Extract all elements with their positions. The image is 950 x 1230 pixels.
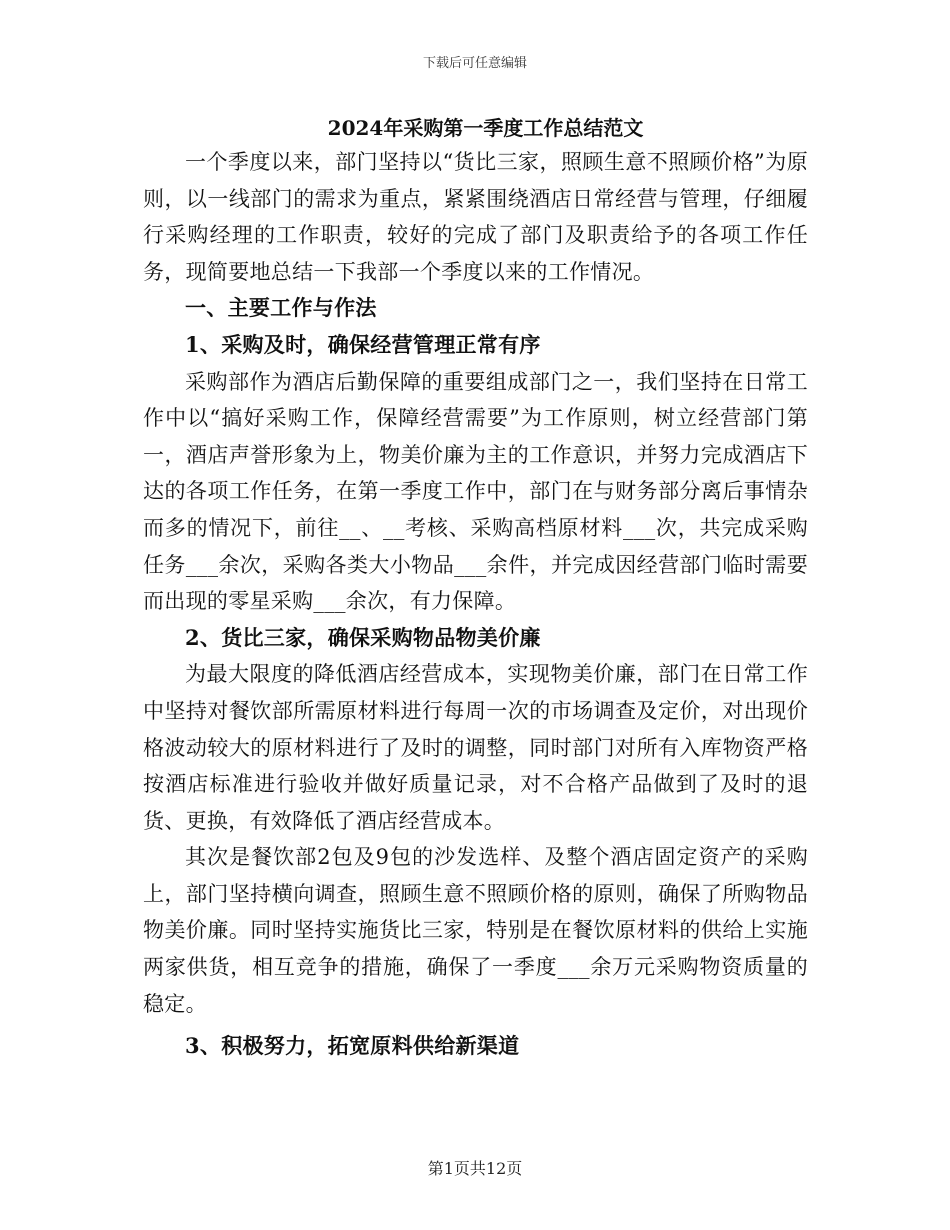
item-heading-timely-purchase: 1、采购及时，确保经营管理正常有序 — [185, 331, 541, 357]
page-footer: 第1页共12页 — [427, 1159, 523, 1178]
document-title: 2024年采购第一季度工作总结范文 — [327, 116, 644, 140]
item-heading-new-channels: 3、积极努力，拓宽原料供给新渠道 — [185, 1033, 520, 1059]
item-heading-compare-suppliers: 2、货比三家，确保采购物品物美价廉 — [185, 624, 541, 650]
item-paragraph-furniture-purchase: 其次是餐饮部2包及9包的沙发选样、及整个酒店固定资产的采购上，部门坚持横向调查，照顾生意不照顾价格的原则，确保了所购物品物美价廉。同时坚持实施货比三家，特别是在餐饮原材料的供给上实施两家供货，相互竞争的措施，确保了一季度___余万元采购物资质量的稳定。 — [143, 845, 808, 1016]
header-note: 下载后可任意编辑 — [422, 56, 527, 71]
intro-paragraph: 一个季度以来，部门坚持以“货比三家，照顾生意不照顾价格”为原则，以一线部门的需求为重点，紧紧围绕酒店日常经营与管理，仔细履行采购经理的工作职责，较好的完成了部门及职责给予的各项工作任务，现简要地总结一下我部一个季度以来的工作情况。 — [143, 150, 808, 284]
item-paragraph-timely-purchase: 采购部作为酒店后勤保障的重要组成部门之一，我们坚持在日常工作中以“搞好采购工作，保障经营需要”为工作原则，树立经营部门第一，酒店声誉形象为上，物美价廉为主的工作意识，并努力完成酒店下达的各项工作任务，在第一季度工作中，部门在与财务部分离后事情杂而多的情况下，前往__、__考核、采购高档原材料___次，共完成采购任务___余次，采购各类大小物品___余件，并完成因经营部门临时需要而出现的零星采购___余次，有力保障。 — [143, 369, 808, 614]
document-body — [143, 112, 808, 1065]
item-paragraph-cost-control: 为最大限度的降低酒店经营成本，实现物美价廉，部门在日常工作中坚持对餐饮部所需原材料进行每周一次的市场调查及定价，对出现价格波动较大的原材料进行了及时的调整，同时部门对所有入库物资严格按酒店标准进行验收并做好质量记录，对不合格产品做到了及时的退货、更换，有效降低了酒店经营成本。 — [143, 662, 808, 833]
section-heading-main-work: 一、主要工作与作法 — [185, 295, 377, 321]
